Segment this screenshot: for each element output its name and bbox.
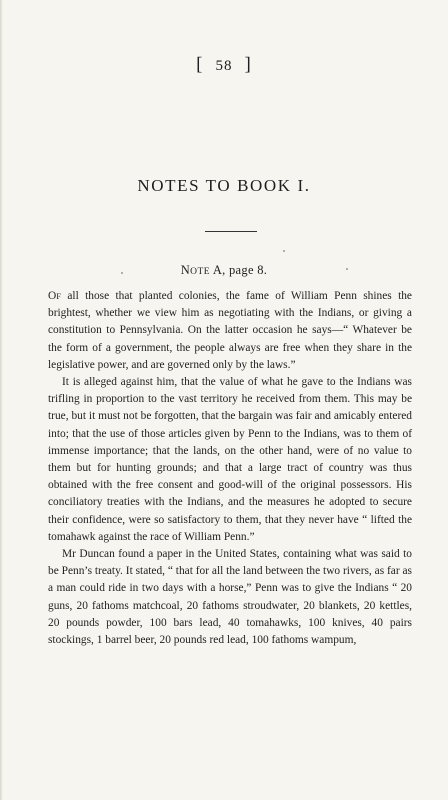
paragraph-3: Mr Duncan found a paper in the United States, containing what was said to be Penn’s treaty. It stated, “ that for all the land between the two rivers, as far as a man could ride in two days with a horse,” Penn was to give the Indians “ 20 guns, 20 fathoms matchcoal, 20 fathoms stroudwater, 20 blankets, 20 kettles, 20 pounds powder, 100 bars lead, 40 tomahawks, 100 knives, 40 pairs stockings, 1 barrel beer, 20 pounds red lead, 100 fathoms wampum, (48, 548, 412, 647)
paragraph-1-text: all those that planted colonies, the fame of William Penn shines the brightest, whether we view him as negotiating with the Indians, or giving a constitution to Pennsylvania. On the latter occasion he says—“ Whatever be the form of a government, the people always are free when they share in the legislative power, and are governed only by the laws.” (48, 290, 412, 371)
paper-speck (283, 250, 285, 252)
left-bracket: [ (196, 54, 204, 75)
body-text (48, 288, 412, 649)
right-bracket: ] (244, 54, 252, 75)
paragraph-1 (48, 288, 412, 374)
note-heading-smallcaps: OTE (190, 267, 211, 277)
page-spine-shadow (0, 0, 3, 800)
note-heading-cap: N (180, 263, 191, 277)
chapter-title: NOTES TO BOOK I. (137, 176, 311, 195)
note-heading (0, 263, 448, 278)
note-heading-rest: A, page 8. (210, 263, 268, 277)
paragraph-1-initial: O (48, 290, 57, 302)
title-rule (205, 231, 257, 232)
page-number (0, 54, 448, 76)
paragraph-1-initial-smallcaps: F (56, 291, 62, 301)
paragraph-2: It is alleged against him, that the value of what he gave to the Indians was trifling in proportion to the vast territory he received from them. This may be true, but it must not be forgotten, that the bargain was fair and amicably entered into; that the use of those articles given by Penn to the Indians, was to them of immense importance; that the lands, on the other hand, were of no value to them but for hunting grounds; and that a large tract of country was thus obtained with the free consent and good-will of the original possessors. His conciliatory treaties with the Indians, and the measures he adopted to secure their confidence, were so satisfactory to them, that they never have “ lifted the tomahawk against the race of William Penn.” (48, 376, 412, 543)
page-number-value: 58 (215, 58, 233, 74)
